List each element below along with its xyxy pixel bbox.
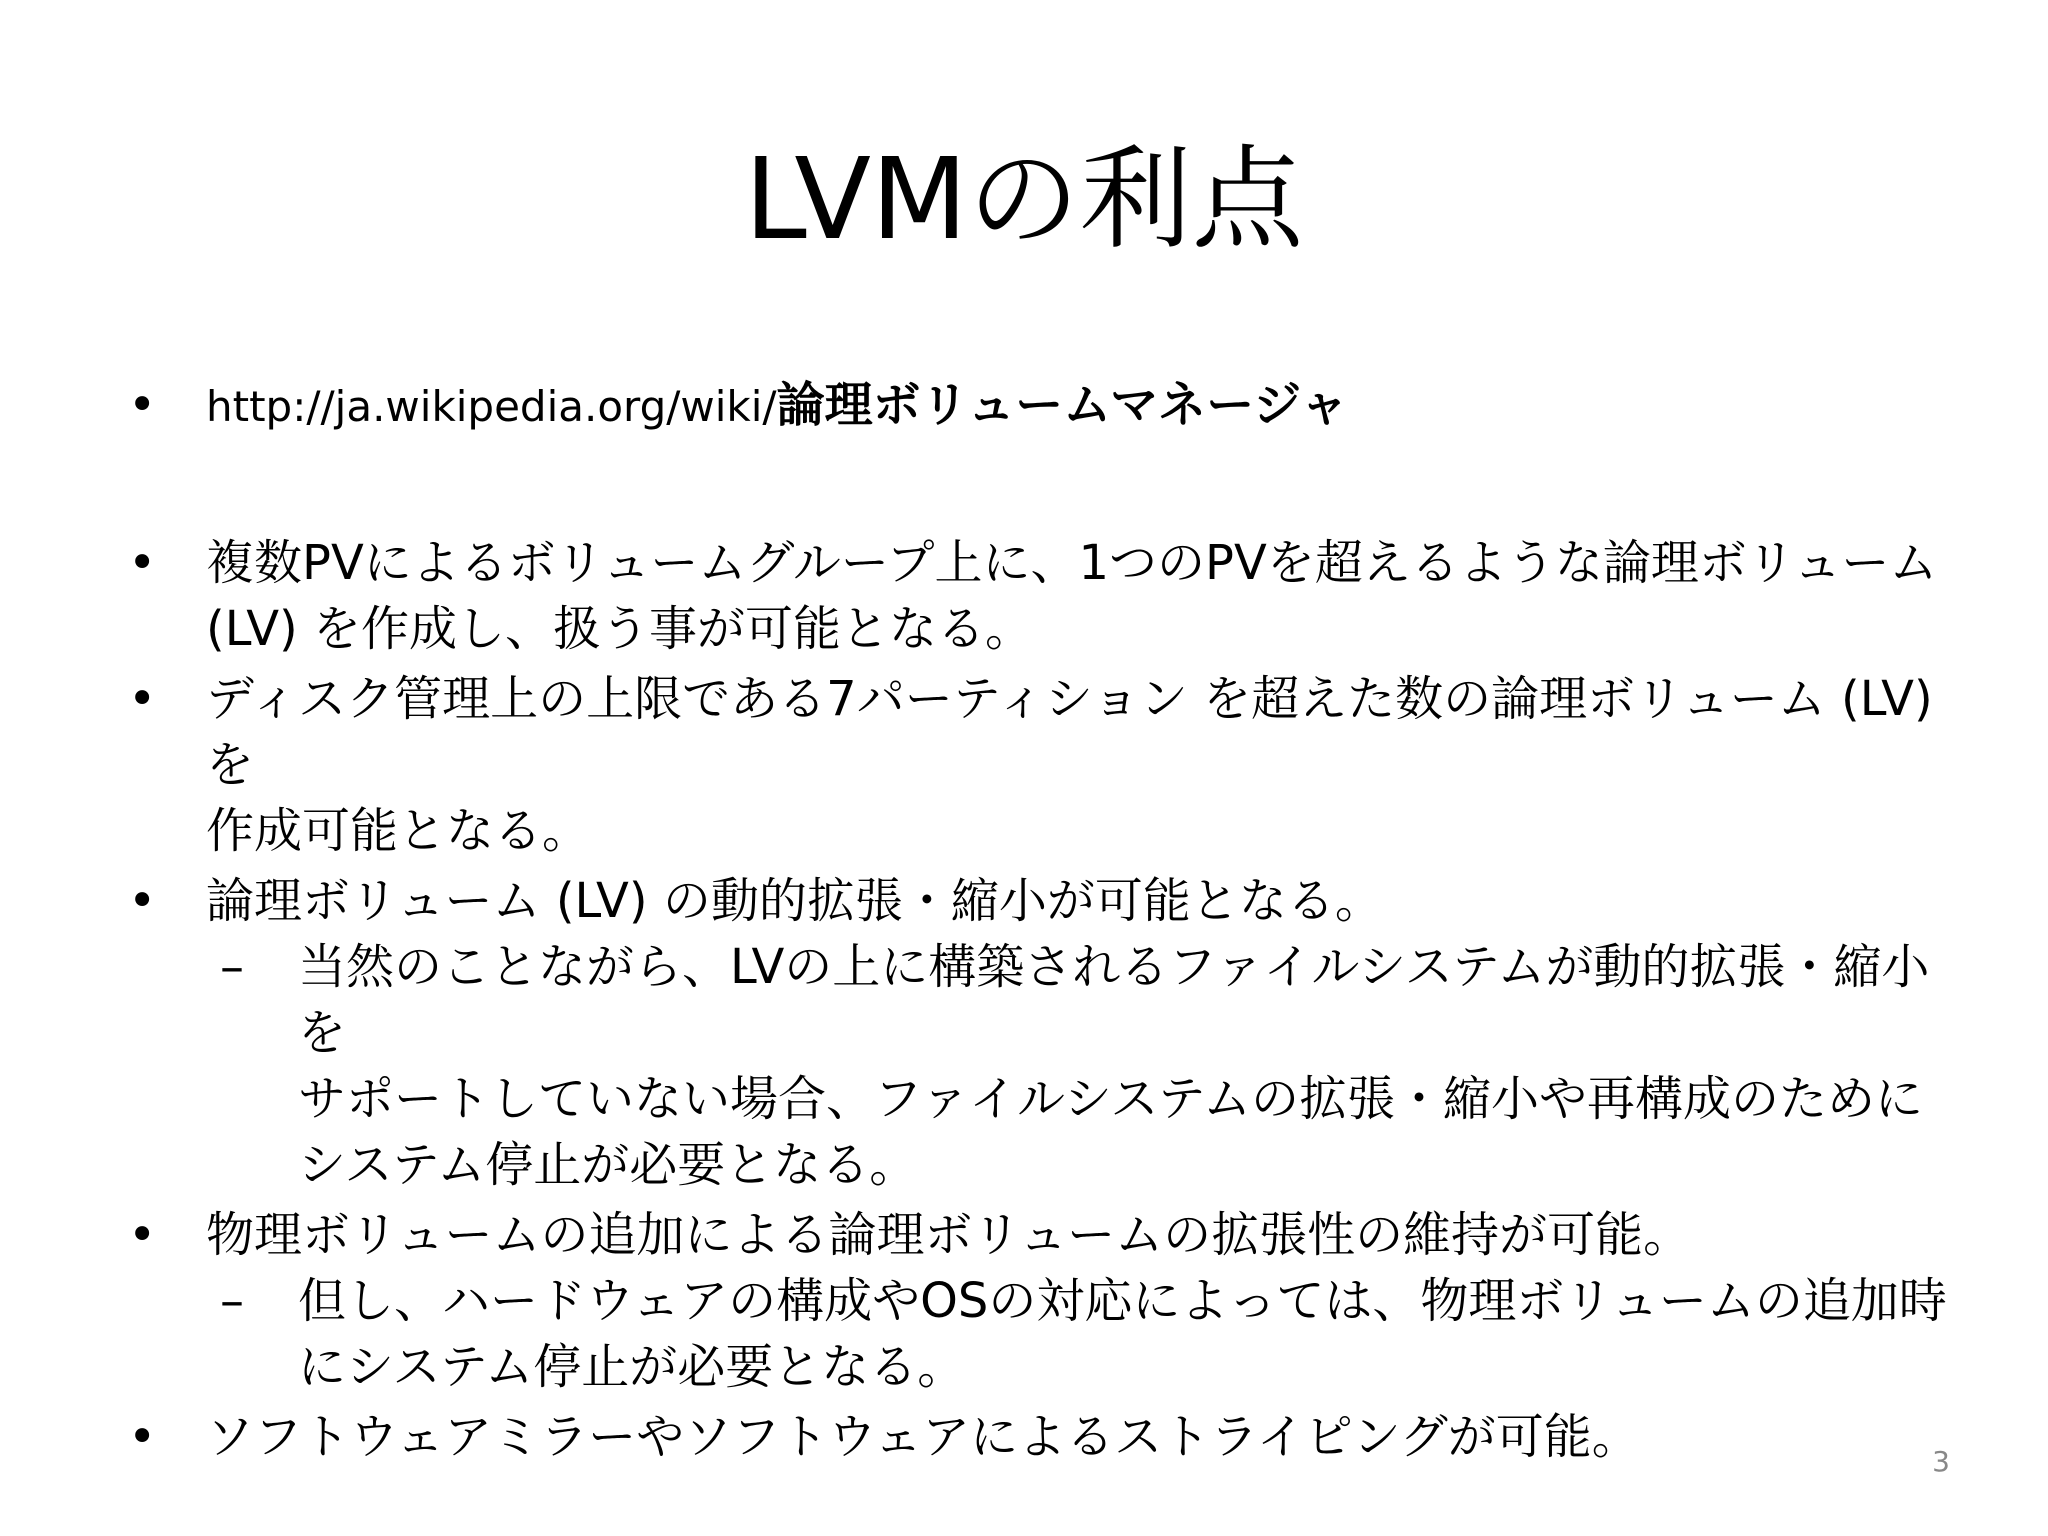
spacer [120, 440, 1960, 530]
bullet-item [120, 530, 1960, 662]
sub-bullet-marker: – [220, 1273, 244, 1329]
link-url-title[interactable]: 論理ボリュームマネージャ [776, 377, 1349, 433]
sub-bullet-text: 但し、ハードウェアの構成やOSの対応によっては、物理ボリュームの追加時 にシステム停止が必要となる。 [298, 1273, 1947, 1395]
sub-bullet-item [120, 934, 1960, 1198]
slide-title: LVMの利点 [744, 135, 1304, 265]
bullet-text: ディスク管理上の上限である7パーティション を超えた数の論理ボリューム (LV) を 作成可能となる。 [206, 671, 1933, 859]
bullet-item-link [120, 372, 1960, 440]
bullet-item [120, 666, 1960, 864]
bullet-text: 物理ボリュームの追加による論理ボリュームの拡張性の維持が可能。 [206, 1207, 1692, 1263]
bullet-marker: • [128, 1409, 157, 1465]
slide-number: 3 [1932, 1445, 1950, 1478]
bullet-marker: • [128, 671, 157, 727]
bullet-text: 複数PVによるボリュームグループ上に、1つのPVを超えるような論理ボリューム (LV) を作成し、扱う事が可能となる。 [206, 535, 1938, 657]
sub-bullet-marker: – [220, 939, 244, 995]
sub-bullet-text: 当然のことながら、LVの上に構築されるファイルシステムが動的拡張・縮小を サポートしていない場合、ファイルシステムの拡張・縮小や再構成のために システム停止が必要となる。 [298, 939, 1930, 1193]
bullet-text: ソフトウェアミラーやソフトウェアによるストライピングが可能。 [206, 1409, 1640, 1465]
bullet-item [120, 1404, 1960, 1470]
link-url-prefix[interactable]: http://ja.wikipedia.org/wiki/ [206, 382, 777, 431]
bullet-item [120, 868, 1960, 934]
bullet-item [120, 1202, 1960, 1268]
slide-content [120, 372, 1960, 1470]
wikipedia-link[interactable] [206, 372, 1960, 440]
bullet-marker: • [128, 1207, 157, 1263]
bullet-text: 論理ボリューム (LV) の動的拡張・縮小が可能となる。 [206, 873, 1383, 929]
bullet-marker: • [128, 535, 157, 591]
sub-bullet-item [120, 1268, 1960, 1400]
bullet-marker: • [128, 377, 157, 433]
bullet-marker: • [128, 873, 157, 929]
